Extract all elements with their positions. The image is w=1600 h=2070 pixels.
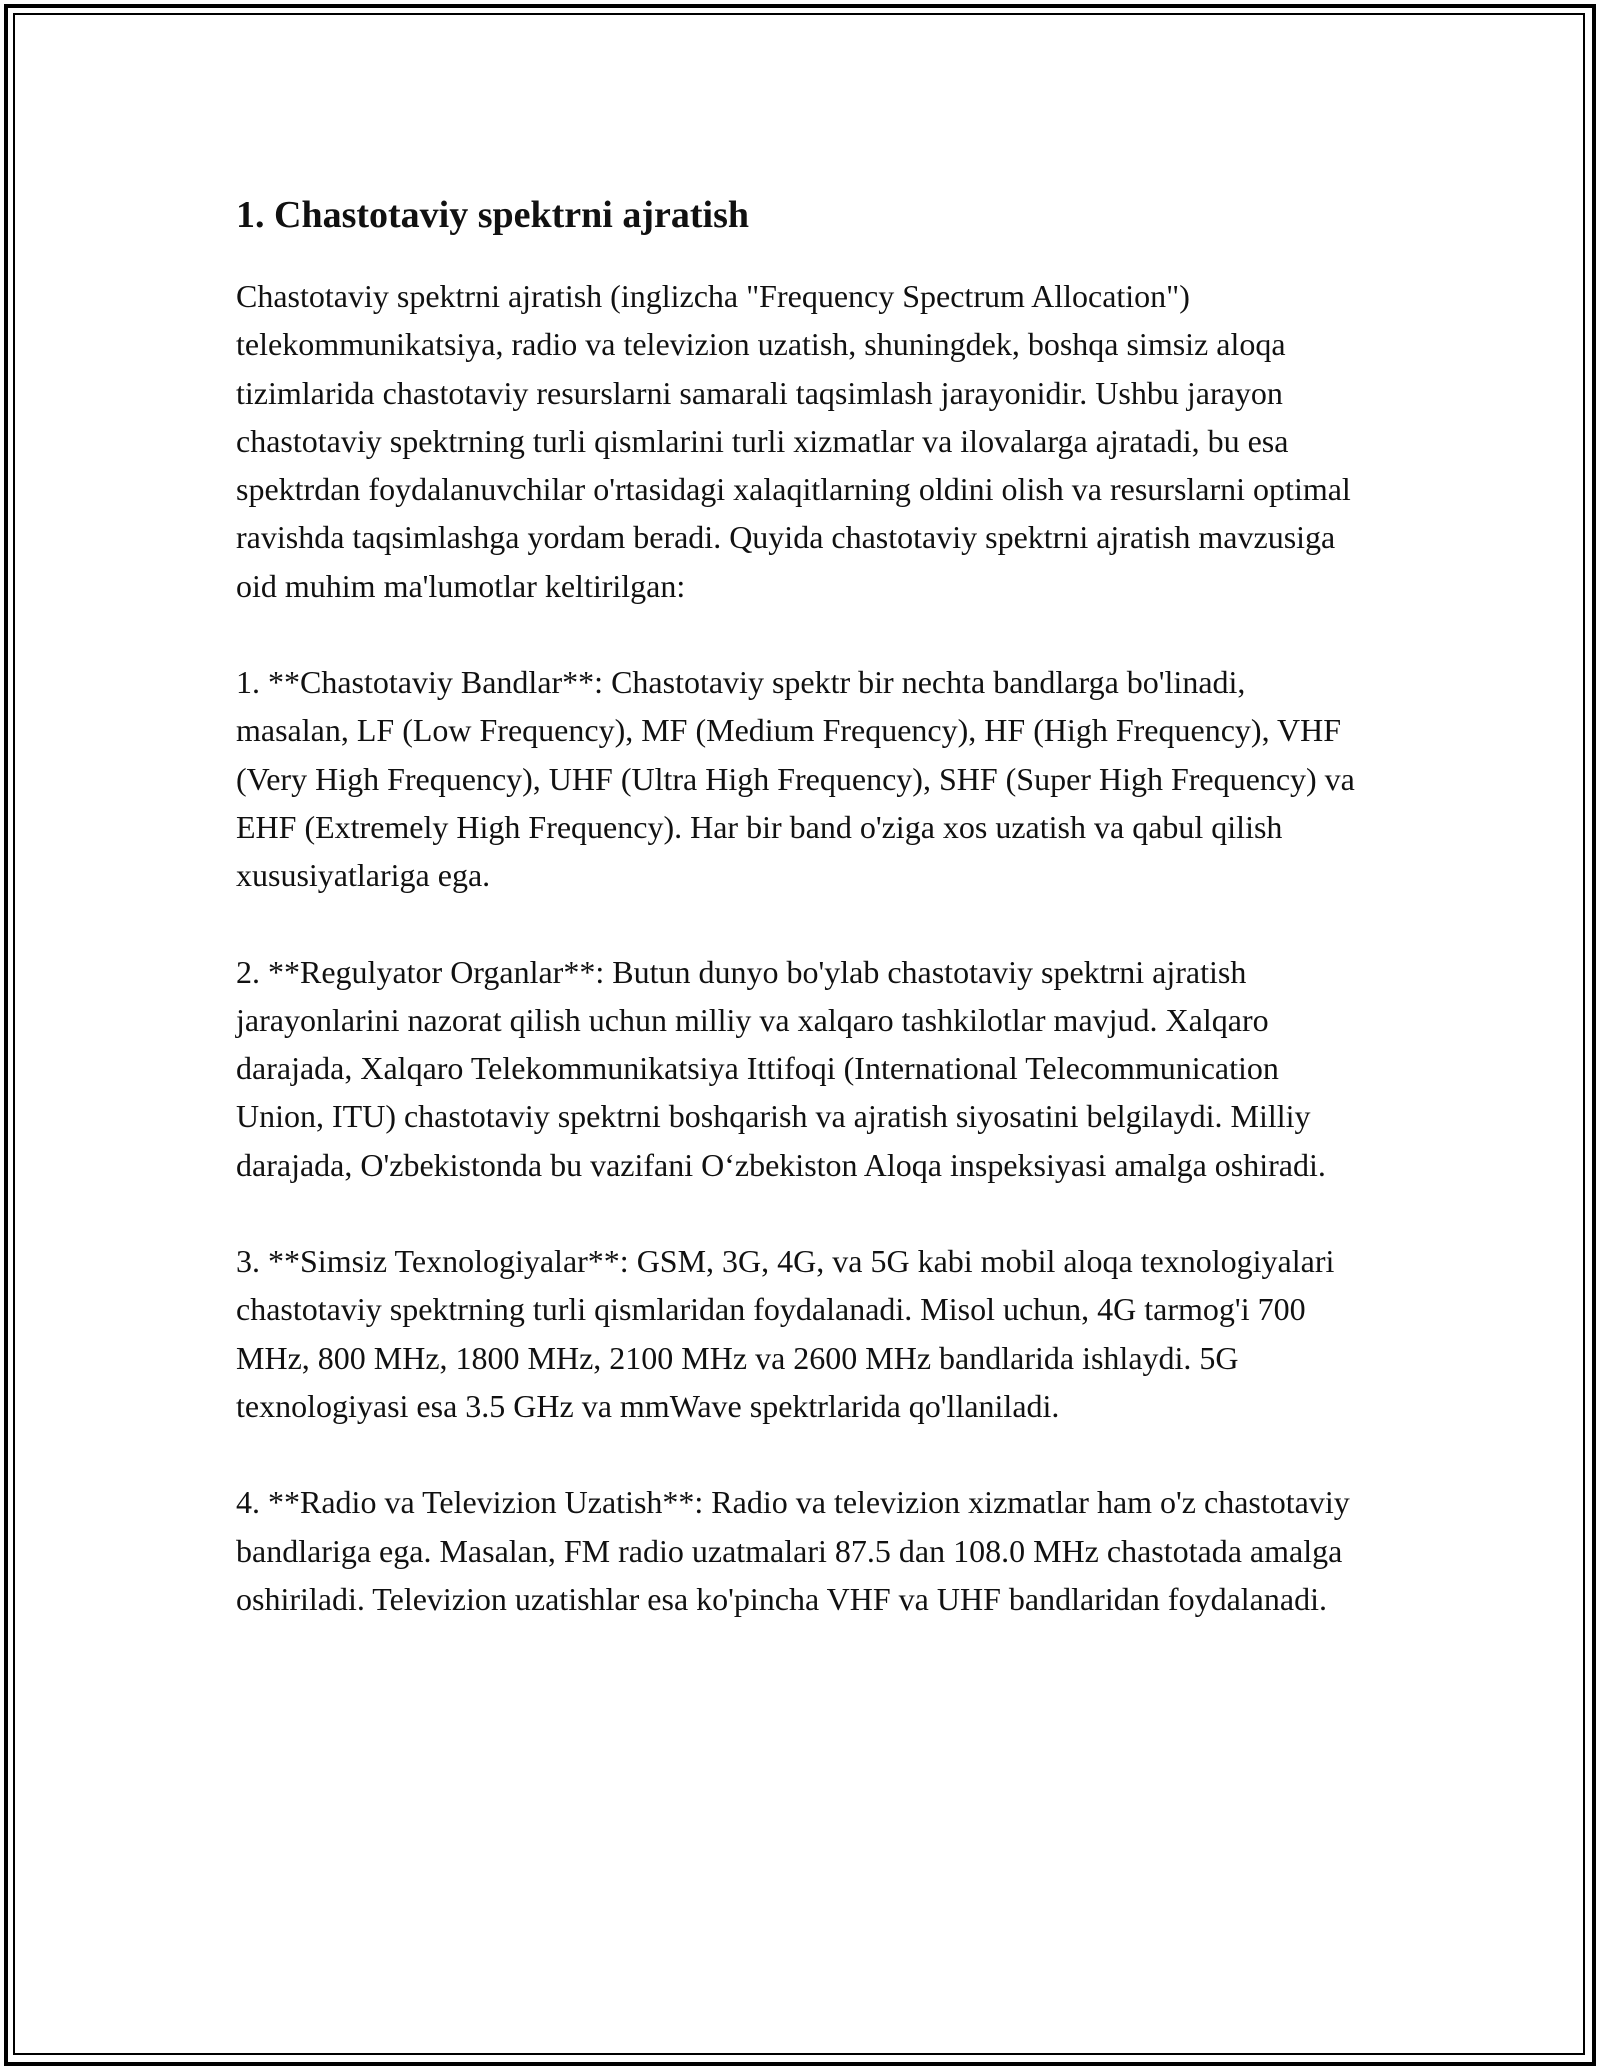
item-frequency-bands: 1. **Chastotaviy Bandlar**: Chastotaviy spektr bir nechta bandlarga bo'linadi, masalan, LF (Low Frequency), MF (Medium Frequency), HF (High Frequency), VHF (Very High Frequency), UHF (Ultra High Frequency), SHF (Super High Frequency) va EHF (Extremely High Frequency). Har bir band o'ziga xos uzatish va qabul qilish xususiyatlariga ega. [236,664,1355,894]
item-radio-tv-broadcasting: 4. **Radio va Televizion Uzatish**: Radio va televizion xizmatlar ham o'z chastotaviy bandlariga ega. Masalan, FM radio uzatmalari 87.5 dan 108.0 MHz chastotada amalga oshiriladi. Televizion uzatishlar esa ko'pincha VHF va UHF bandlaridan foydalanadi. [236,1484,1350,1617]
section-heading: 1. Chastotaviy spektrni ajratish [236,194,750,236]
intro-paragraph: Chastotaviy spektrni ajratish (inglizcha "Frequency Spectrum Allocation") telekommunikatsiya, radio va televizion uzatish, shuningdek, boshqa simsiz aloqa tizimlarida chastotaviy resurslarni samarali taqsimlash jarayonidir. Ushbu jarayon chastotaviy spektrning turli qismlarini turli xizmatlar va ilovalarga ajratadi, bu esa spektrdan foydalanuvchilar o'rtasidagi xalaqitlarning oldini olish va resurslarni optimal ravishda taqsimlashga yordam beradi. Quyida chastotaviy spektrni ajratish mavzusiga oid muhim ma'lumotlar keltirilgan: [236,278,1351,604]
document-body [236,180,1366,1671]
item-regulatory-bodies: 2. **Regulyator Organlar**: Butun dunyo bo'ylab chastotaviy spektrni ajratish jarayonlarini nazorat qilish uchun milliy va xalqaro tashkilotlar mavjud. Xalqaro darajada, Xalqaro Telekommunikatsiya Ittifoqi (International Telecommunication Union, ITU) chastotaviy spektrni boshqarish va ajratish siyosatini belgilaydi. Milliy darajada, O'zbekistonda bu vazifani O‘zbekiston Aloqa inspeksiyasi amalga oshiradi. [236,953,1326,1183]
item-wireless-technologies: 3. **Simsiz Texnologiyalar**: GSM, 3G, 4G, va 5G kabi mobil aloqa texnologiyalari chastotaviy spektrning turli qismlaridan foydalanadi. Misol uchun, 4G tarmog'i 700 MHz, 800 MHz, 1800 MHz, 2100 MHz va 2600 MHz bandlarida ishlaydi. 5G texnologiyasi esa 3.5 GHz va mmWave spektrlarida qo'llaniladi. [236,1243,1335,1424]
